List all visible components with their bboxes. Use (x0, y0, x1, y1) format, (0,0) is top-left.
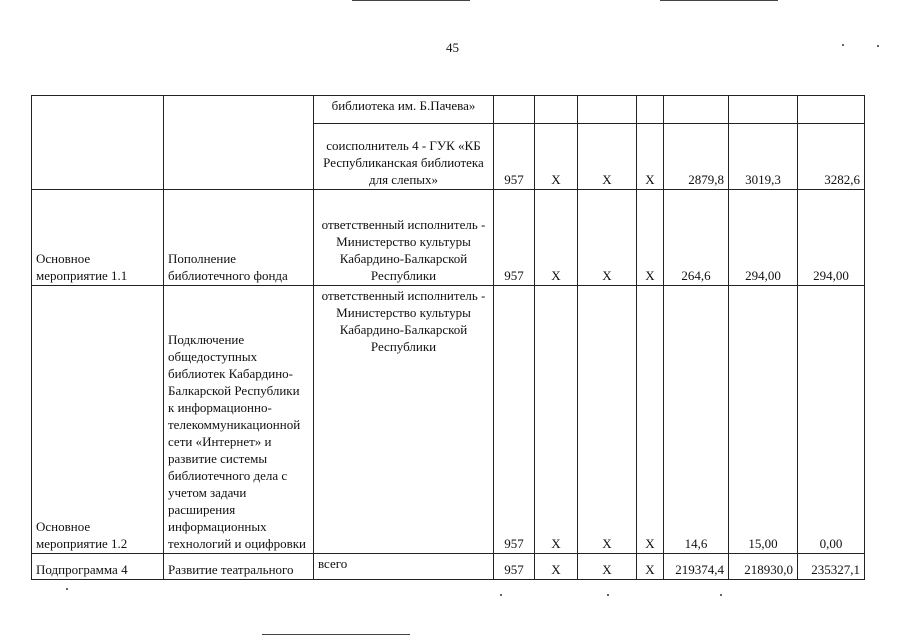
row-value-year3: 294,00 (798, 190, 865, 286)
row-x2: Х (578, 124, 637, 190)
row-value-year3: 0,00 (798, 286, 865, 554)
row-name: Пополнение библиотечного фонда (164, 190, 314, 286)
row-name: Подключение общедоступных библиотек Кабардино-Балкарской Республики к информационно-телекоммуникационной сети «Интернет» и развитие системы библиотечного дела с учетом задачи расширения информационных технологий и оцифровки (164, 286, 314, 554)
row-x2 (578, 96, 637, 124)
top-scan-line-1 (352, 0, 470, 1)
row-value-year1: 264,6 (664, 190, 729, 286)
row-x2: Х (578, 286, 637, 554)
row-grbs: 957 (494, 190, 535, 286)
row-code: Основное мероприятие 1.1 (32, 190, 164, 286)
budget-table (31, 95, 865, 580)
row-x1: Х (535, 554, 578, 580)
row-value-year3 (798, 96, 865, 124)
row-x1: Х (535, 124, 578, 190)
row-value-year2: 15,00 (729, 286, 798, 554)
row-value-year1 (664, 96, 729, 124)
row-grbs: 957 (494, 286, 535, 554)
scan-speck (607, 594, 609, 596)
row-responsible: всего (314, 554, 494, 580)
row-value-year1: 14,6 (664, 286, 729, 554)
row-responsible: ответственный исполнитель - Министерство культуры Кабардино-Балкарской Республики (314, 286, 494, 554)
bottom-scan-line (262, 634, 410, 635)
row-grbs: 957 (494, 554, 535, 580)
scan-speck (500, 594, 502, 596)
row-code (32, 96, 164, 190)
row-value-year2: 3019,3 (729, 124, 798, 190)
row-grbs (494, 96, 535, 124)
row-value-year2: 218930,0 (729, 554, 798, 580)
table-row (32, 190, 865, 286)
row-name: Развитие театрального (164, 554, 314, 580)
row-x3: Х (637, 554, 664, 580)
row-x1 (535, 96, 578, 124)
scan-speck (720, 594, 722, 596)
page-number: 45 (446, 40, 459, 55)
scan-speck (842, 44, 844, 46)
row-x3 (637, 96, 664, 124)
row-x2: Х (578, 190, 637, 286)
row-x1: Х (535, 190, 578, 286)
row-x1: Х (535, 286, 578, 554)
row-value-year2: 294,00 (729, 190, 798, 286)
row-x3: Х (637, 124, 664, 190)
row-value-year2 (729, 96, 798, 124)
scan-speck (66, 588, 68, 590)
top-scan-line-2 (660, 0, 778, 1)
row-code: Подпрограмма 4 (32, 554, 164, 580)
row-grbs: 957 (494, 124, 535, 190)
row-value-year3: 3282,6 (798, 124, 865, 190)
row-value-year1: 219374,4 (664, 554, 729, 580)
row-responsible: библиотека им. Б.Пачева» (314, 96, 494, 124)
row-value-year3: 235327,1 (798, 554, 865, 580)
row-name (164, 96, 314, 190)
row-responsible: ответственный исполнитель - Министерство культуры Кабардино-Балкарской Республики (314, 190, 494, 286)
table-row (32, 554, 865, 580)
row-value-year1: 2879,8 (664, 124, 729, 190)
row-x3: Х (637, 190, 664, 286)
row-x2: Х (578, 554, 637, 580)
row-code: Основное мероприятие 1.2 (32, 286, 164, 554)
scan-speck (877, 45, 879, 47)
row-responsible: соисполнитель 4 - ГУК «КБ Республиканская библиотека для слепых» (314, 124, 494, 190)
row-x3: Х (637, 286, 664, 554)
table-row (32, 96, 865, 124)
table-row (32, 286, 865, 554)
